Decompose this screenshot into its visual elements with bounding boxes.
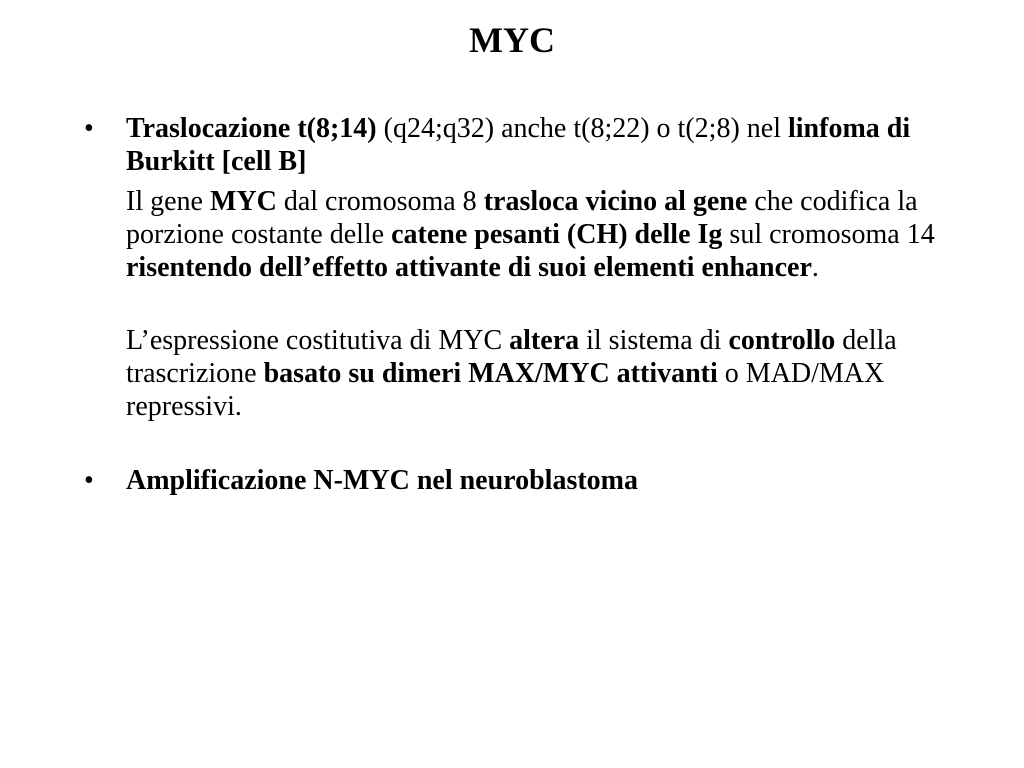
text-run: L’espressione costitutiva di MYC xyxy=(126,325,510,356)
bold-text: controllo xyxy=(728,325,836,356)
bold-text: trasloca vicino al gene xyxy=(483,186,748,217)
text-run: il sistema di xyxy=(579,325,729,356)
bullet-item-amplification xyxy=(82,464,942,497)
bullet-icon: • xyxy=(84,113,94,144)
bold-text: linfoma di Burkitt [cell B] xyxy=(126,113,911,177)
bullet-text xyxy=(126,464,942,497)
text-run: Il gene xyxy=(126,186,210,217)
slide-title: MYC xyxy=(469,20,555,60)
paragraph-myc-expression xyxy=(126,324,942,423)
text-run: (q24;q32) anche t(8;22) o t(2;8) nel xyxy=(376,113,788,144)
bold-text: basato su dimeri MAX/MYC attivanti xyxy=(263,358,718,389)
bullet-item-translocation xyxy=(82,112,942,423)
bold-text: altera xyxy=(509,325,580,356)
bold-text: risentendo dell’effetto attivante di suoi elementi enhancer xyxy=(126,252,812,283)
text-run: che codifica la porzione costante delle xyxy=(126,186,918,250)
bullet-text xyxy=(126,112,942,178)
text-run: o MAD/MAX repressivi. xyxy=(126,358,885,422)
bold-text: MYC xyxy=(209,186,277,217)
paragraph-myc-gene xyxy=(126,185,942,284)
text-run: sul cromosoma 14 xyxy=(722,219,935,250)
bold-text: Traslocazione t(8;14) xyxy=(126,113,377,144)
bold-text: catene pesanti (CH) delle Ig xyxy=(391,219,723,250)
bullet-icon: • xyxy=(84,465,94,496)
text-run: della trascrizione xyxy=(126,325,897,389)
text-run: . xyxy=(811,252,819,283)
text-run: dal cromosoma 8 xyxy=(276,186,484,217)
bold-text: Amplificazione N-MYC nel neuroblastoma xyxy=(126,465,638,496)
slide-content xyxy=(82,112,942,497)
